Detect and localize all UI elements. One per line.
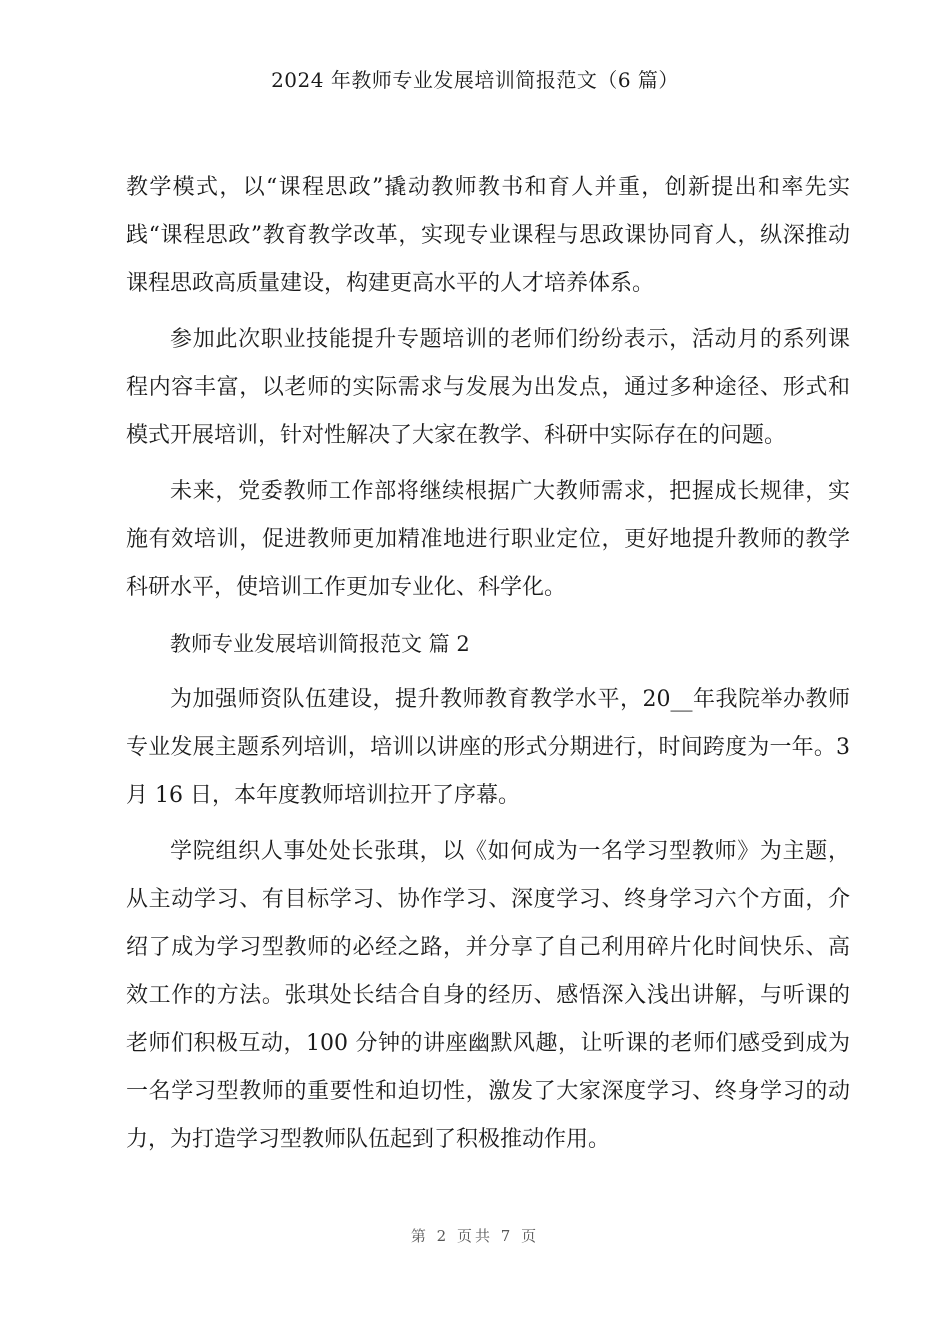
paragraph-continuation: 教学模式，以“课程思政”撬动教师教书和育人并重，创新提出和率先实践“课程思政”教育教学改革，实现专业课程与思政课协同育人，纵深推动课程思政高质量建设，构建更高水平的人才培养体系。: [126, 175, 850, 296]
paragraph-training-intro: 为加强师资队伍建设，提升教师教育教学水平，20__年我院举办教师专业发展主题系列培训，培训以讲座的形式分期进行，时间跨度为一年。3 月 16 日，本年度教师培训拉开了序幕。: [126, 687, 850, 808]
paragraph-lecture-summary: 学院组织人事处处长张琪，以《如何成为一名学习型教师》为主题，从主动学习、有目标学习、协作学习、深度学习、终身学习六个方面，介绍了成为学习型教师的必经之路，并分享了自己利用碎片化时间快乐、高效工作的方法。张琪处长结合自身的经历、感悟深入浅出讲解，与听课的老师们积极互动，100 分钟的讲座幽默风趣，让听课的老师们感受到成为一名学习型教师的重要性和迫切性，激发了大家深度学习、终身学习的动力，为打造学习型教师队伍起到了积极推动作用。: [126, 839, 850, 1152]
paragraph-participant-feedback: 参加此次职业技能提升专题培训的老师们纷纷表示，活动月的系列课程内容丰富，以老师的实际需求与发展为出发点，通过多种途径、形式和模式开展培训，针对性解决了大家在教学、科研中实际存在的问题。: [126, 327, 850, 448]
paragraph-future-plans: 未来，党委教师工作部将继续根据广大教师需求，把握成长规律，实施有效培训，促进教师更加精准地进行职业定位，更好地提升教师的教学科研水平，使培训工作更加专业化、科学化。: [126, 479, 850, 600]
document-title: 2024 年教师专业发展培训简报范文（6 篇）: [271, 68, 679, 92]
document-body: [126, 164, 850, 1172]
section-heading-part-2: 教师专业发展培训简报范文 篇 2: [170, 632, 470, 656]
page-number-footer: 第 2 页共 7 页: [410, 1227, 540, 1245]
